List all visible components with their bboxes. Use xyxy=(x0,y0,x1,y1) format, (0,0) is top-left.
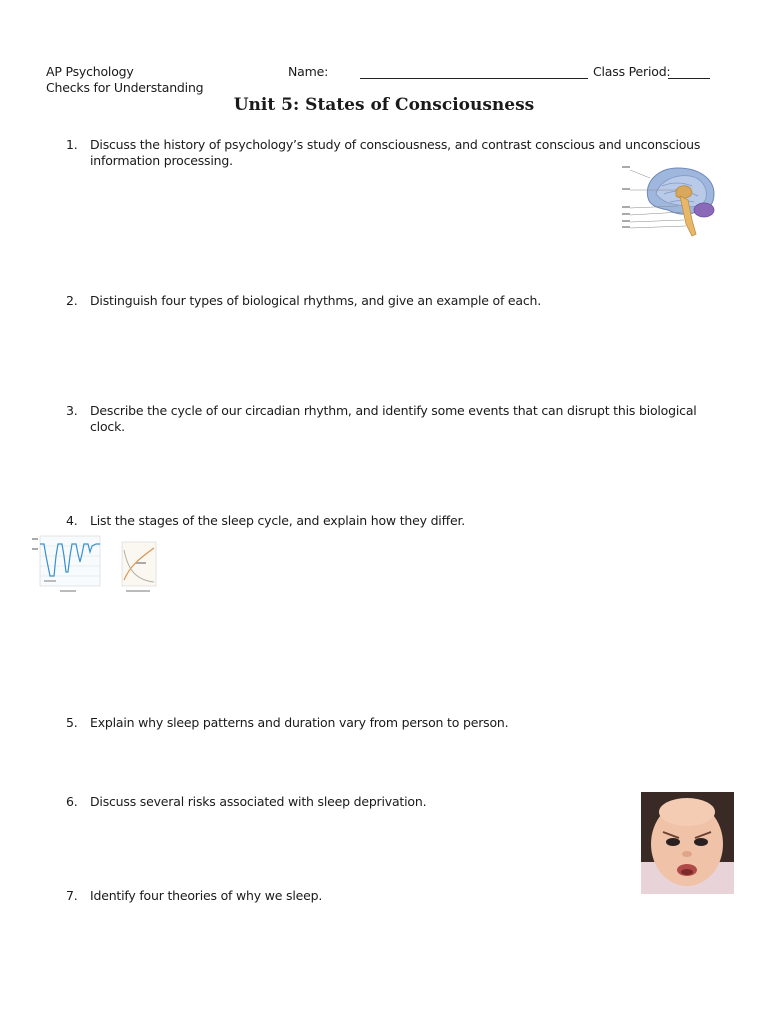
page-title: Unit 5: States of Consciousness xyxy=(233,95,535,115)
question-number: 7. xyxy=(66,888,78,903)
question-text: Explain why sleep patterns and duration vary from person to person. xyxy=(90,715,509,730)
question-number: 3. xyxy=(66,403,78,418)
course-label: AP Psychology xyxy=(46,64,134,79)
period-label: Class Period: xyxy=(593,64,671,79)
subtitle-label: Checks for Understanding xyxy=(46,80,204,95)
question-text: List the stages of the sleep cycle, and explain how they differ. xyxy=(90,513,466,528)
question-text: Distinguish four types of biological rhythms, and give an example of each. xyxy=(90,293,542,308)
question-text: Describe the cycle of our circadian rhythm, and identify some events that can disrupt this biological clock. xyxy=(90,403,697,434)
question-text: Discuss several risks associated with sleep deprivation. xyxy=(90,794,427,809)
angry-baby-photo-image xyxy=(641,792,734,894)
name-blank-line xyxy=(360,78,588,79)
question-number: 6. xyxy=(66,794,78,809)
question-text: Discuss the history of psychology’s study of consciousness, and contrast conscious and unconscious information processing. xyxy=(90,137,701,168)
question-number: 1. xyxy=(66,137,78,152)
question-number: 4. xyxy=(66,513,78,528)
name-label: Name: xyxy=(288,64,329,79)
period-blank-line xyxy=(668,78,710,79)
sleep-trend-graph-image xyxy=(116,540,158,596)
question-text: Identify four theories of why we sleep. xyxy=(90,888,323,903)
brain-diagram-image xyxy=(620,160,720,240)
question-number: 2. xyxy=(66,293,78,308)
sleep-stages-graph-image xyxy=(30,532,102,596)
question-number: 5. xyxy=(66,715,78,730)
